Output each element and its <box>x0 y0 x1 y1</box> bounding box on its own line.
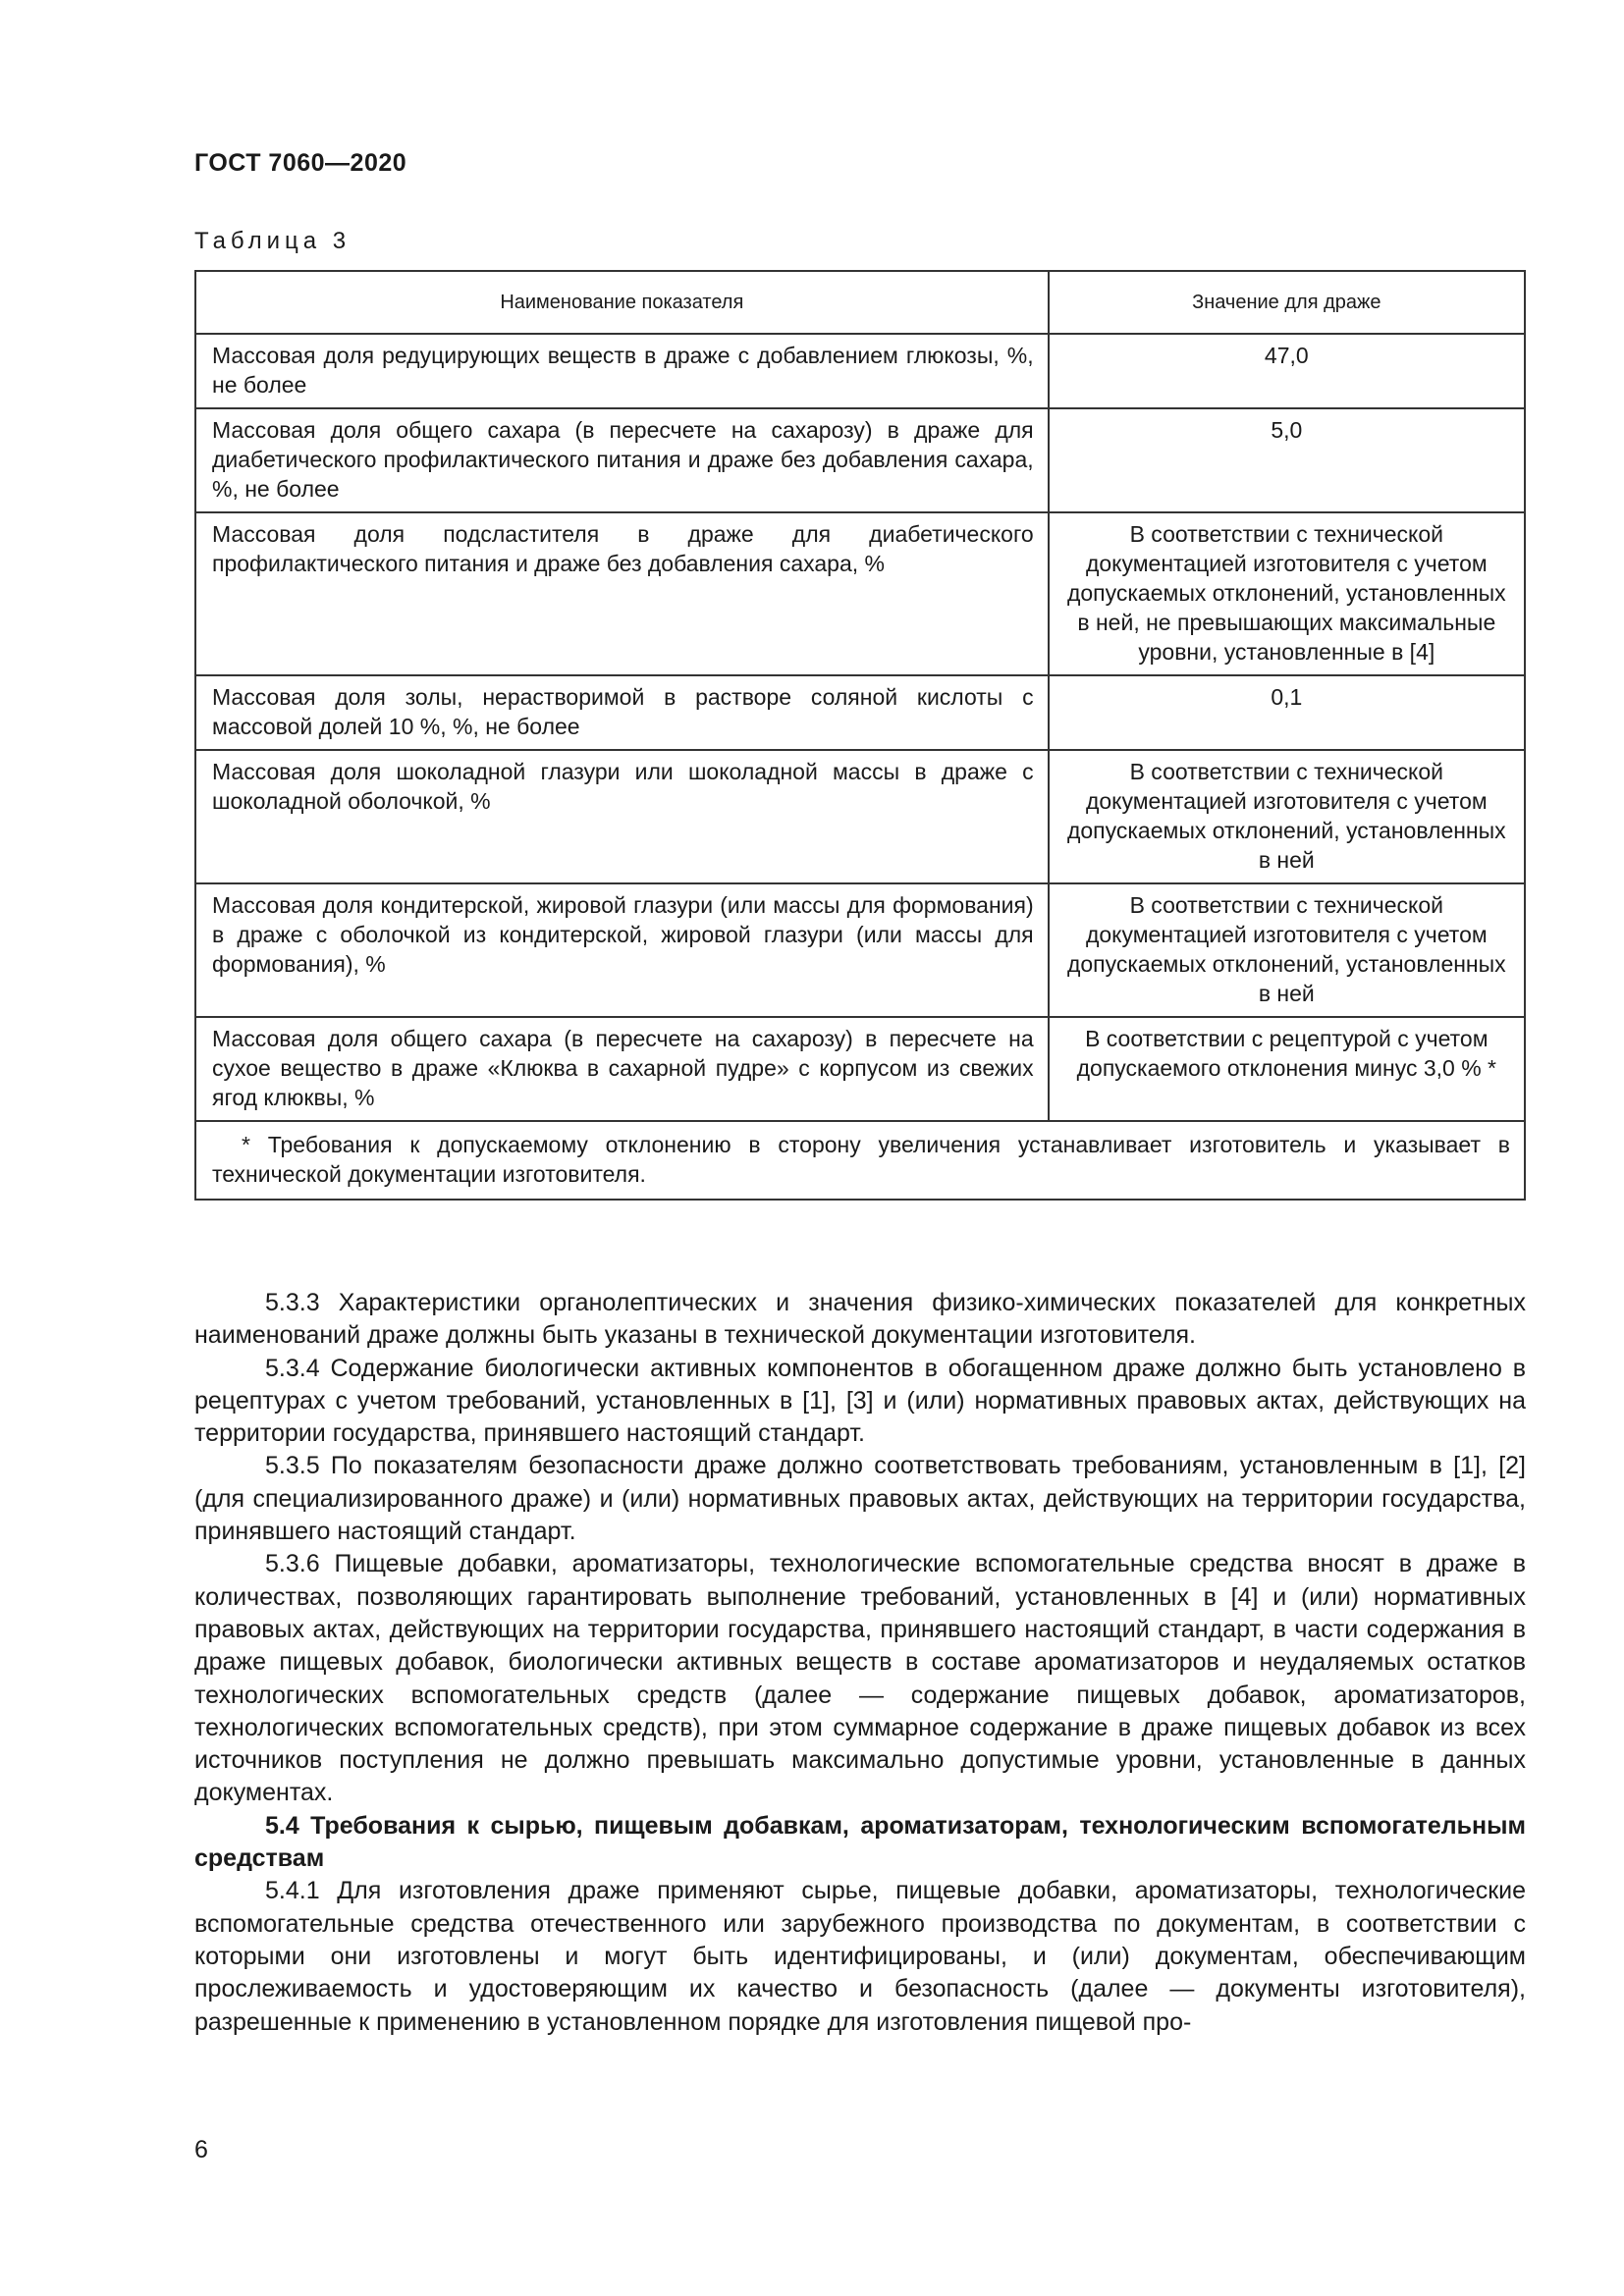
indicator-name: Массовая доля редуцирующих веществ в драже с добавлением глюкозы, %, не более <box>195 334 1049 408</box>
paragraph-5-3-5: 5.3.5 По показателям безопасности драже должно соответствовать требованиям, установленным в [1], [2] (для специализированного драже) и (или) нормативных правовых актах, действующих на территории государства, принявшего настоящий стандарт. <box>194 1452 1526 1546</box>
table-caption: Таблица 3 <box>194 228 352 254</box>
indicator-name: Массовая доля шоколадной глазури или шоколадной массы в драже с шоколадной оболочкой, % <box>195 750 1049 883</box>
indicator-name: Массовая доля подсластителя в драже для диабетического профилактического питания и драже без добавления сахара, % <box>195 512 1049 675</box>
body-text <box>194 1287 1526 2039</box>
indicator-value: 47,0 <box>1049 334 1525 408</box>
page-number: 6 <box>194 2136 208 2163</box>
paragraph-5-3-3: 5.3.3 Характеристики органолептических и значения физико-химических показателей для конкретных наименований драже должны быть указаны в технической документации изготовителя. <box>194 1289 1526 1350</box>
table-header-row <box>195 271 1525 334</box>
indicator-value: 0,1 <box>1049 675 1525 750</box>
table-footnote: * Требования к допускаемому отклонению в сторону увеличения устанавливает изготовитель и указывает в технической документации изготовителя. <box>195 1121 1525 1200</box>
table-row <box>195 334 1525 408</box>
paragraph-5-4-1: 5.4.1 Для изготовления драже применяют сырье, пищевые добавки, ароматизаторы, технологические вспомогательные средства отечественного или зарубежного производства по документам, в соответствии с которыми они изготовлены и могут быть идентифицированы, и (или) документам, обеспечивающим прослеживаемость и удостоверяющим их качество и безопасность (далее — документы изготовителя), разрешенные к применению в установленном порядке для изготовления пищевой про- <box>194 1877 1526 2036</box>
column-header-indicator: Наименование показателя <box>195 271 1049 334</box>
indicator-name: Массовая доля общего сахара (в пересчете на сахарозу) в драже для диабетического профилактического питания и драже без добавления сахара, %, не более <box>195 408 1049 512</box>
paragraph-5-3-4: 5.3.4 Содержание биологически активных компонентов в обогащенном драже должно быть установлено в рецептурах с учетом требований, установленных в [1], [3] и (или) нормативных правовых актах, действующих на территории государства, принявшего настоящий стандарт. <box>194 1354 1526 1448</box>
indicator-value: В соответствии с рецептурой с учетом допускаемого отклонения минус 3,0 % * <box>1049 1017 1525 1121</box>
table-footnote-row <box>195 1121 1525 1200</box>
table-row <box>195 1017 1525 1121</box>
indicator-value: 5,0 <box>1049 408 1525 512</box>
indicator-value: В соответствии с технической документацией изготовителя с учетом допускаемых отклонений, установленных в ней <box>1049 883 1525 1017</box>
document-code: ГОСТ 7060—2020 <box>194 149 407 177</box>
table-row <box>195 408 1525 512</box>
indicator-name: Массовая доля кондитерской, жировой глазури (или массы для формования) в драже с оболочкой из кондитерской, жировой глазури (или массы для формования), % <box>195 883 1049 1017</box>
section-heading-5-4: 5.4 Требования к сырью, пищевым добавкам, ароматизаторам, технологическим вспомогательным средствам <box>194 1811 1526 1873</box>
table-row <box>195 512 1525 675</box>
indicator-value: В соответствии с технической документацией изготовителя с учетом допускаемых отклонений, установленных в ней, не превышающих максимальные уровни, установленные в [4] <box>1049 512 1525 675</box>
column-header-value: Значение для драже <box>1049 271 1525 334</box>
indicator-value: В соответствии с технической документацией изготовителя с учетом допускаемых отклонений, установленных в ней <box>1049 750 1525 883</box>
table-row <box>195 750 1525 883</box>
table-row <box>195 675 1525 750</box>
table-row <box>195 883 1525 1017</box>
paragraph-5-3-6: 5.3.6 Пищевые добавки, ароматизаторы, технологические вспомогательные средства вносят в драже в количествах, позволяющих гарантировать выполнение требований, установленных в [4] и (или) нормативных правовых актах, действующих на территории государства, принявшего настоящий стандарт, в части содержания в драже пищевых добавок, биологически активных веществ в составе ароматизаторов и неудаляемых остатков технологических вспомогательных средств (далее — содержание пищевых добавок, ароматизаторов, технологических вспомогательных средств), при этом суммарное содержание в драже пищевых добавок из всех источников поступления не должно превышать максимально допустимые уровни, установленные в данных документах. <box>194 1550 1526 1807</box>
indicators-table <box>194 270 1526 1201</box>
indicator-name: Массовая доля общего сахара (в пересчете на сахарозу) в пересчете на сухое вещество в драже «Клюква в сахарной пудре» с корпусом из свежих ягод клюквы, % <box>195 1017 1049 1121</box>
indicator-name: Массовая доля золы, нерастворимой в растворе соляной кислоты с массовой долей 10 %, %, не более <box>195 675 1049 750</box>
